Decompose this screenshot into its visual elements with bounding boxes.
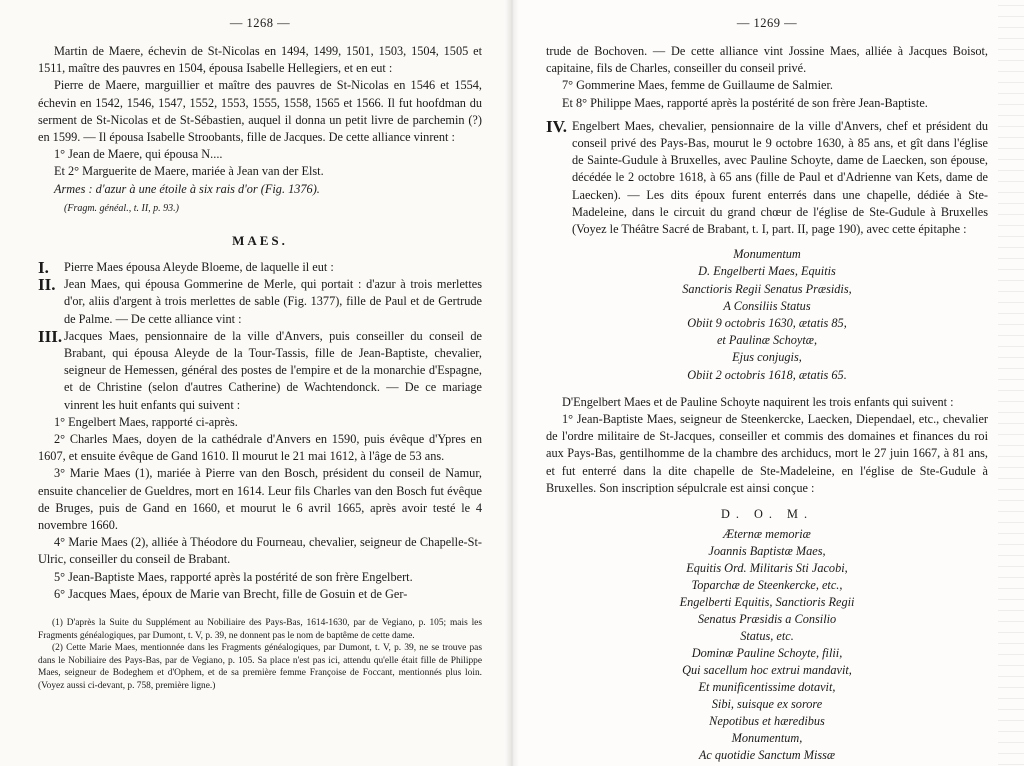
epitaph-line: Monumentum bbox=[733, 247, 801, 262]
generation-text: Engelbert Maes, chevalier, pensionnaire de la ville d'Anvers, chef et président du conseil privé des Pays-Bas, mourut le 9 octobre 1630, à 85 ans, et gît dans l'église de Sainte-Gudule à Bruxelles, avec Pauline Schoyte, dame de Laecken, son épouse, décédée le 2 octobre 1618, à 65 ans (fille de Paul et d'Adrienne van Kets, dame de Laecken). — Les dits époux furent enterrés dans une chapelle, dédiée à Ste-Madeleine, dans le circuit du grand chœur de l'église de Ste-Gudule à Bruxelles (Voyez le Théâtre Sacré de Brabant, t. I, part. II, page 190), avec cette épitaphe : bbox=[572, 118, 988, 237]
inscription-line: Nepotibus et hæredibus bbox=[709, 714, 825, 729]
inscription-line: Qui sacellum hoc extrui mandavit, bbox=[682, 663, 852, 678]
generation-numeral: I. bbox=[38, 258, 49, 278]
child-entry: 4° Marie Maes (2), alliée à Théodore du Fourneau, chevalier, seigneur de Chapelle-St-Ulric, conseiller du conseil de Brabant. bbox=[38, 535, 482, 567]
paragraph-pierre: Pierre de Maere, marguillier et maître des pauvres de St-Nicolas en 1546 et 1554, échevin en 1542, 1546, 1547, 1552, 1553, 1555, 1558, 1565 et 1566. Il fut hoofdman du serment de St-Nicolas et de St-Sébastien, auquel il donna un petit livre de parchemin (?) en 1599. — Il épousa Isabelle Stroobants, fille de Jacques. De cette alliance vinrent : bbox=[38, 78, 482, 145]
inscription-line: Æternæ memoriæ bbox=[723, 527, 811, 542]
child-entry: Et 8° Philippe Maes, rapporté après la postérité de son frère Jean-Baptiste. bbox=[562, 95, 928, 110]
generation-numeral: IV. bbox=[546, 116, 567, 136]
generation-ii bbox=[38, 276, 482, 328]
child-marguerite: Et 2° Marguerite de Maere, mariée à Jean van der Elst. bbox=[54, 164, 324, 179]
inscription-line: Equitis Ord. Militaris Sti Jacobi, bbox=[686, 561, 848, 576]
section-heading-maes: MAES. bbox=[232, 233, 288, 249]
generation-text: Jacques Maes, pensionnaire de la ville d'Anvers, puis conseiller du conseil de Brabant, qui épousa Aleyde de la Tour-Tassis, fille de Jean-Baptiste, chevalier, seigneur de Hemessen, général des postes de l'empire et de la monarchie d'Espagne, et de Christine (selon d'autres Catherine) de Wachtendonck. — De ce mariage vinrent les huit enfants qui suivent : bbox=[64, 328, 482, 412]
child-jean: 1° Jean de Maere, qui épousa N.... bbox=[54, 147, 223, 162]
inscription-line: Senatus Præsidis a Consilio bbox=[697, 612, 837, 627]
inscription-line: Status, etc. bbox=[740, 629, 794, 644]
paragraph-jean-baptiste: 1° Jean-Baptiste Maes, seigneur de Steenkercke, Laecken, Diependael, etc., chevalier de l'ordre militaire de St-Jacques, conseiller et commis des domaines et finances du roi aux Pays-Bas, gentilhomme de la chambre des archiducs, mort le 27 juin 1667, à 81 ans, et fut enterré dans la dite chapelle de Ste-Madeleine, en l'église de Ste-Gudule à Bruxelles. Son inscription sépulcrale est ainsi conçue : bbox=[546, 412, 988, 495]
generation-iii bbox=[38, 328, 482, 414]
paragraph-enfants: D'Engelbert Maes et de Pauline Schoyte naquirent les trois enfants qui suivent : bbox=[562, 394, 954, 409]
child-entry: 6° Jacques Maes, époux de Marie van Brecht, fille de Gosuin et de Ger- bbox=[54, 586, 408, 601]
epitaph-line: A Consiliis Status bbox=[723, 298, 811, 313]
footnote-1: (1) D'après la Suite du Supplément au Nobiliaire des Pays-Bas, 1614-1630, par de Vegiano, p. 105; mais les Fragments généalogiques, par Dumont, t. V, p. 39, ne donnent pas le nom de baptême de cette dame. bbox=[38, 618, 482, 641]
epitaph-line: Sanctioris Regii Senatus Præsidis, bbox=[682, 281, 852, 296]
footnotes bbox=[38, 617, 482, 693]
generation-numeral: III. bbox=[38, 326, 63, 346]
child-entry: 2° Charles Maes, doyen de la cathédrale d'Anvers en 1590, puis évêque d'Ypres en 1607, et ensuite évêque de Gand 1610. Il mourut le 21 mai 1612, à l'âge de 53 ans. bbox=[38, 432, 482, 464]
inscription-line: Engelberti Equitis, Sanctioris Regii bbox=[679, 595, 855, 610]
page-number-right: — 1269 — bbox=[736, 16, 798, 30]
inscription-line: Monumentum, bbox=[731, 731, 803, 746]
epitaph-line: Obiit 9 octobris 1630, ætatis 85, bbox=[687, 316, 847, 331]
reference-fragm: (Fragm. généal., t. II, p. 93.) bbox=[64, 202, 179, 214]
epitaph-line: Ejus conjugis, bbox=[732, 350, 802, 365]
paragraph-martin: Martin de Maere, échevin de St-Nicolas en 1494, 1499, 1501, 1503, 1504, 1505 et 1511, maître des pauvres en 1504, épousa Isabelle Hellegiers, et en eut : bbox=[38, 44, 482, 76]
generation-text: Jean Maes, qui épousa Gommerine de Merle, qui portait : d'azur à trois merlettes d'or, aliis d'argent à trois merlettes de sable (Fig. 1377), fille de Paul et de Gertrude de Palme. — De cette alliance vint : bbox=[64, 277, 482, 326]
child-entry: 7° Gommerine Maes, femme de Guillaume de Salmier. bbox=[562, 78, 833, 93]
inscription-line: Ac quotidie Sanctum Missæ bbox=[698, 748, 836, 763]
right-page bbox=[512, 0, 1024, 766]
inscription-line: Et munificentissime dotavit, bbox=[698, 680, 836, 695]
continuation-text: trude de Bochoven. — De cette alliance vint Jossine Maes, alliée à Jacques Boisot, capitaine, fils de Charles, conseiller du conseil privé. bbox=[546, 44, 988, 76]
generation-iv bbox=[546, 118, 988, 238]
arms-description: Armes : d'azur à une étoile à six rais d'or (Fig. 1376). bbox=[54, 181, 320, 196]
footnote-2: (2) Cette Marie Maes, mentionnée dans les Fragments généalogiques, par Dumont, t. V, p. 39, ne se trouve pas dans le Nobiliaire des Pays-Bas, par de Vegiano, p. 105. Sa place n'est pas ici, attendu qu'elle était fille de Philippe Maes, seigneur de Bodeghem et d'Ophem, et de sa première femme Françoise de Foccant, mentionnés plus loin. (Voyez aussi ci-devant, p. 758, première ligne.) bbox=[38, 643, 482, 692]
dom-heading: D. O. M. bbox=[720, 507, 814, 522]
inscription-line: Sibi, suisque ex sorore bbox=[711, 697, 823, 712]
inscription-line: Dominæ Pauline Schoyte, filii, bbox=[691, 646, 843, 661]
child-entry: 5° Jean-Baptiste Maes, rapporté après la postérité de son frère Engelbert. bbox=[54, 569, 413, 584]
inscription-line: Joannis Baptistæ Maes, bbox=[708, 544, 826, 559]
epitaph-line: et Paulinæ Schoytæ, bbox=[716, 333, 818, 348]
generation-i bbox=[38, 259, 482, 276]
epitaph bbox=[546, 246, 988, 384]
epitaph-line: Obiit 2 octobris 1618, ætatis 65. bbox=[687, 367, 847, 382]
epitaph-line: D. Engelberti Maes, Equitis bbox=[698, 264, 836, 279]
inscription bbox=[546, 526, 988, 764]
generation-text: Pierre Maes épousa Aleyde Bloeme, de laquelle il eut : bbox=[64, 260, 334, 275]
child-entry: 1° Engelbert Maes, rapporté ci-après. bbox=[54, 414, 238, 429]
inscription-line: Toparchæ de Steenkercke, etc., bbox=[691, 578, 843, 593]
child-entry: 3° Marie Maes (1), mariée à Pierre van den Bosch, président du conseil de Namur, ensuite chancelier de Gueldres, mort en 1614. Leur fils Charles van den Bosch fut évêque de Bruges, puis de Gand en 1660, et mourut le 6 avril 1665, après avoir testé le 4 novembre 1660. bbox=[38, 466, 482, 533]
page-number-left: — 1268 — bbox=[229, 16, 291, 30]
generation-numeral: II. bbox=[38, 275, 56, 295]
